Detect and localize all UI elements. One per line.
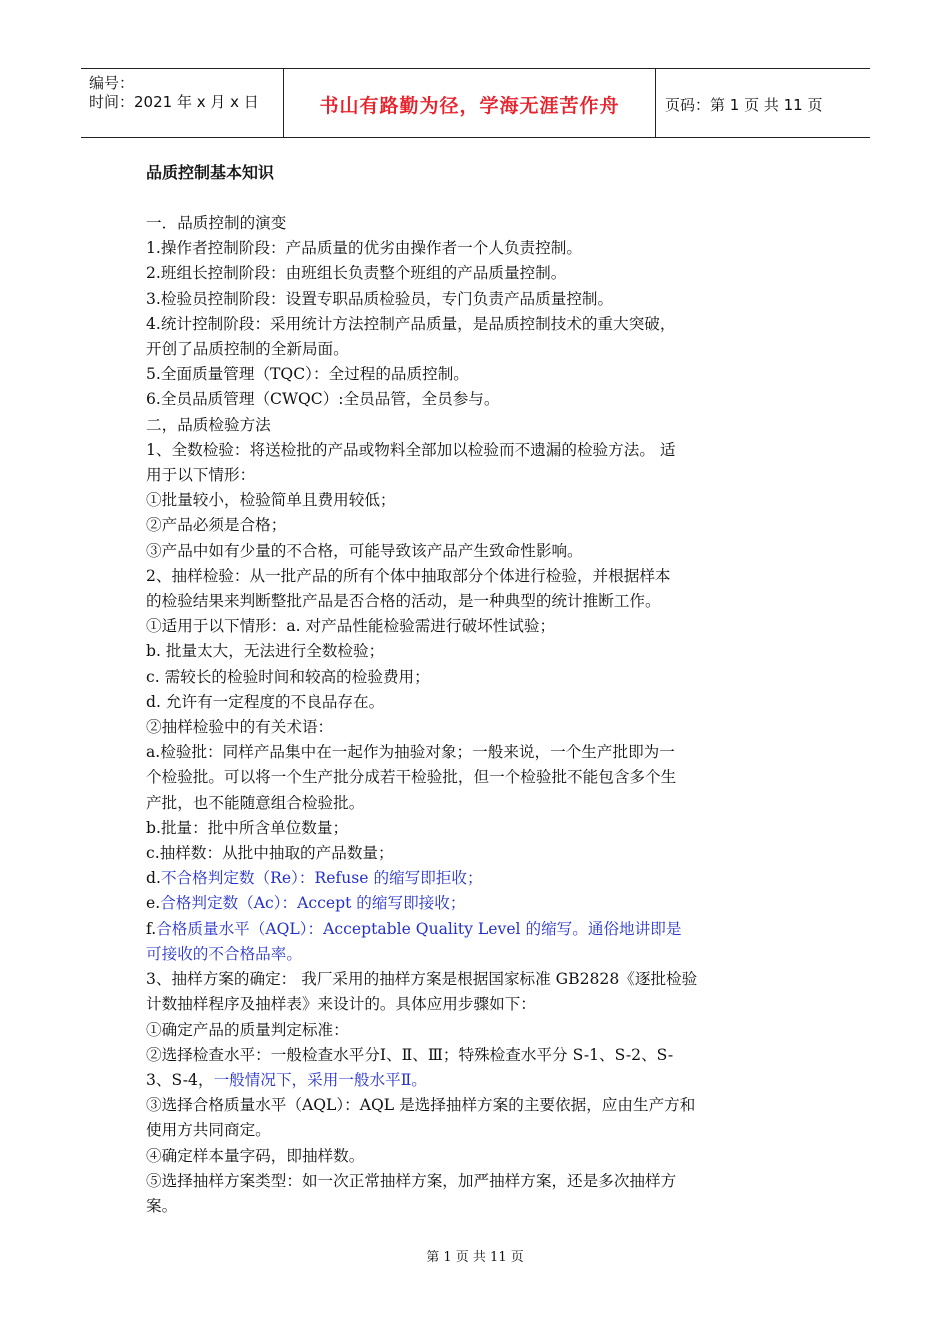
text-line: 6.全员品质管理（CWQC）:全员品管，全员参与。	[146, 390, 500, 409]
term-prefix: d.	[146, 869, 161, 888]
document-body	[146, 160, 806, 1219]
text-line: ①批量较小，检验简单且费用较低；	[146, 491, 396, 510]
text-line: ①确定产品的质量判定标准：	[146, 1020, 349, 1039]
text-line: d. 允许有一定程度的不良品存在。	[146, 692, 385, 711]
term-text: 合格判定数（Ac）：Accept 的缩写即接收；	[160, 894, 466, 913]
text-line: ④确定样本量字码，即抽样数。	[146, 1146, 365, 1165]
term-text: 不合格判定数（Re）：Refuse 的缩写即拒收；	[160, 869, 483, 888]
text-line: 用于以下情形：	[146, 466, 256, 485]
doc-date: 时间：2021 年 x 月 x 日	[89, 93, 259, 111]
header-table	[81, 68, 870, 138]
text-line: ②选择检查水平：一般检查水平分Ⅰ、Ⅱ、Ⅲ；特殊检查水平分 S-1、S-2、S-	[146, 1045, 674, 1064]
text-line: 一．品质控制的演变	[146, 214, 287, 232]
text-line: 计数抽样程序及抽样表》来设计的。具体应用步骤如下：	[146, 995, 536, 1014]
term-text: 合格质量水平（AQL）：Acceptable Quality Level 的缩写。通俗地讲即是	[156, 919, 682, 938]
text-line: 二，品质检验方法	[146, 415, 271, 434]
text-line: ②抽样检验中的有关术语：	[146, 718, 334, 737]
term-text: 可接收的不合格品率。	[146, 944, 302, 963]
text-line: 2.班组长控制阶段：由班组长负责整个班组的产品质量控制。	[146, 264, 567, 283]
page-footer: 第 1 页 共 11 页	[426, 1250, 524, 1265]
text-line: 1.操作者控制阶段：产品质量的优劣由操作者一个人负责控制。	[146, 239, 582, 258]
text-line: 2、抽样检验：从一批产品的所有个体中抽取部分个体进行检验，并根据样本	[146, 566, 671, 585]
text-line: ①适用于以下情形：a. 对产品性能检验需进行破坏性试验；	[146, 617, 556, 636]
mixed-plain: 3、S-4，	[146, 1070, 214, 1089]
text-line: 的检验结果来判断整批产品是否合格的活动，是一种典型的统计推断工作。	[146, 592, 661, 611]
doc-code-label: 编号：	[89, 74, 135, 92]
text-line: ③产品中如有少量的不合格，可能导致该产品产生致命性影响。	[146, 541, 583, 560]
header-page-cell	[655, 69, 870, 137]
text-line: 3、抽样方案的确定： 我厂采用的抽样方案是根据国家标准 GB2828《逐批检验	[146, 970, 698, 989]
text-line: 个检验批。可以将一个生产批分成若干检验批，但一个检验批不能包含多个生	[146, 768, 677, 787]
text-line: ③选择合格质量水平（AQL）：AQL 是选择抽样方案的主要依据，应由生产方和	[146, 1096, 696, 1115]
text-line: c.抽样数：从批中抽取的产品数量；	[146, 844, 394, 863]
mixed-line	[146, 1068, 806, 1093]
text-line: b. 批量太大，无法进行全数检验；	[146, 642, 385, 661]
text-line: 1、全数检验：将送检批的产品或物料全部加以检验而不遗漏的检验方法。 适	[146, 440, 676, 459]
term-line-aql-cont	[146, 942, 806, 967]
document-title: 品质控制基本知识	[146, 163, 275, 182]
text-line: ⑤选择抽样方案类型：如一次正常抽样方案，加严抽样方案，还是多次抽样方	[146, 1171, 677, 1190]
text-line: b.批量：批中所含单位数量；	[146, 818, 349, 837]
text-line: c. 需较长的检验时间和较高的检验费用；	[146, 667, 430, 686]
text-line: 产批，也不能随意组合检验批。	[146, 793, 365, 812]
text-line: 4.统计控制阶段：采用统计方法控制产品质量，是品质控制技术的重大突破，	[146, 314, 676, 333]
section-lines	[146, 211, 806, 1219]
mixed-blue: 一般情况下，采用一般水平Ⅱ。	[213, 1070, 427, 1089]
text-line: 3.检验员控制阶段：设置专职品质检验员，专门负责产品质量控制。	[146, 289, 614, 308]
motto: 书山有路勤为径，学海无涯苦作舟	[319, 95, 620, 117]
header-left-cell	[81, 69, 283, 137]
text-line: 案。	[146, 1196, 178, 1215]
text-line: ②产品必须是合格；	[146, 516, 287, 535]
header-motto-cell	[283, 69, 656, 137]
text-line: a.检验批：同样产品集中在一起作为抽验对象；一般来说，一个生产批即为一	[146, 743, 675, 762]
page-info: 页码：第 1 页 共 11 页	[665, 96, 823, 114]
term-prefix: e.	[146, 894, 161, 913]
term-prefix: f.	[146, 919, 157, 938]
term-line-re	[146, 866, 806, 891]
term-line-aql	[146, 917, 806, 942]
text-line: 5.全面质量管理（TQC）：全过程的品质控制。	[146, 365, 469, 384]
text-line: 开创了品质控制的全新局面。	[146, 340, 349, 359]
term-line-ac	[146, 891, 806, 916]
text-line: 使用方共同商定。	[146, 1121, 271, 1140]
